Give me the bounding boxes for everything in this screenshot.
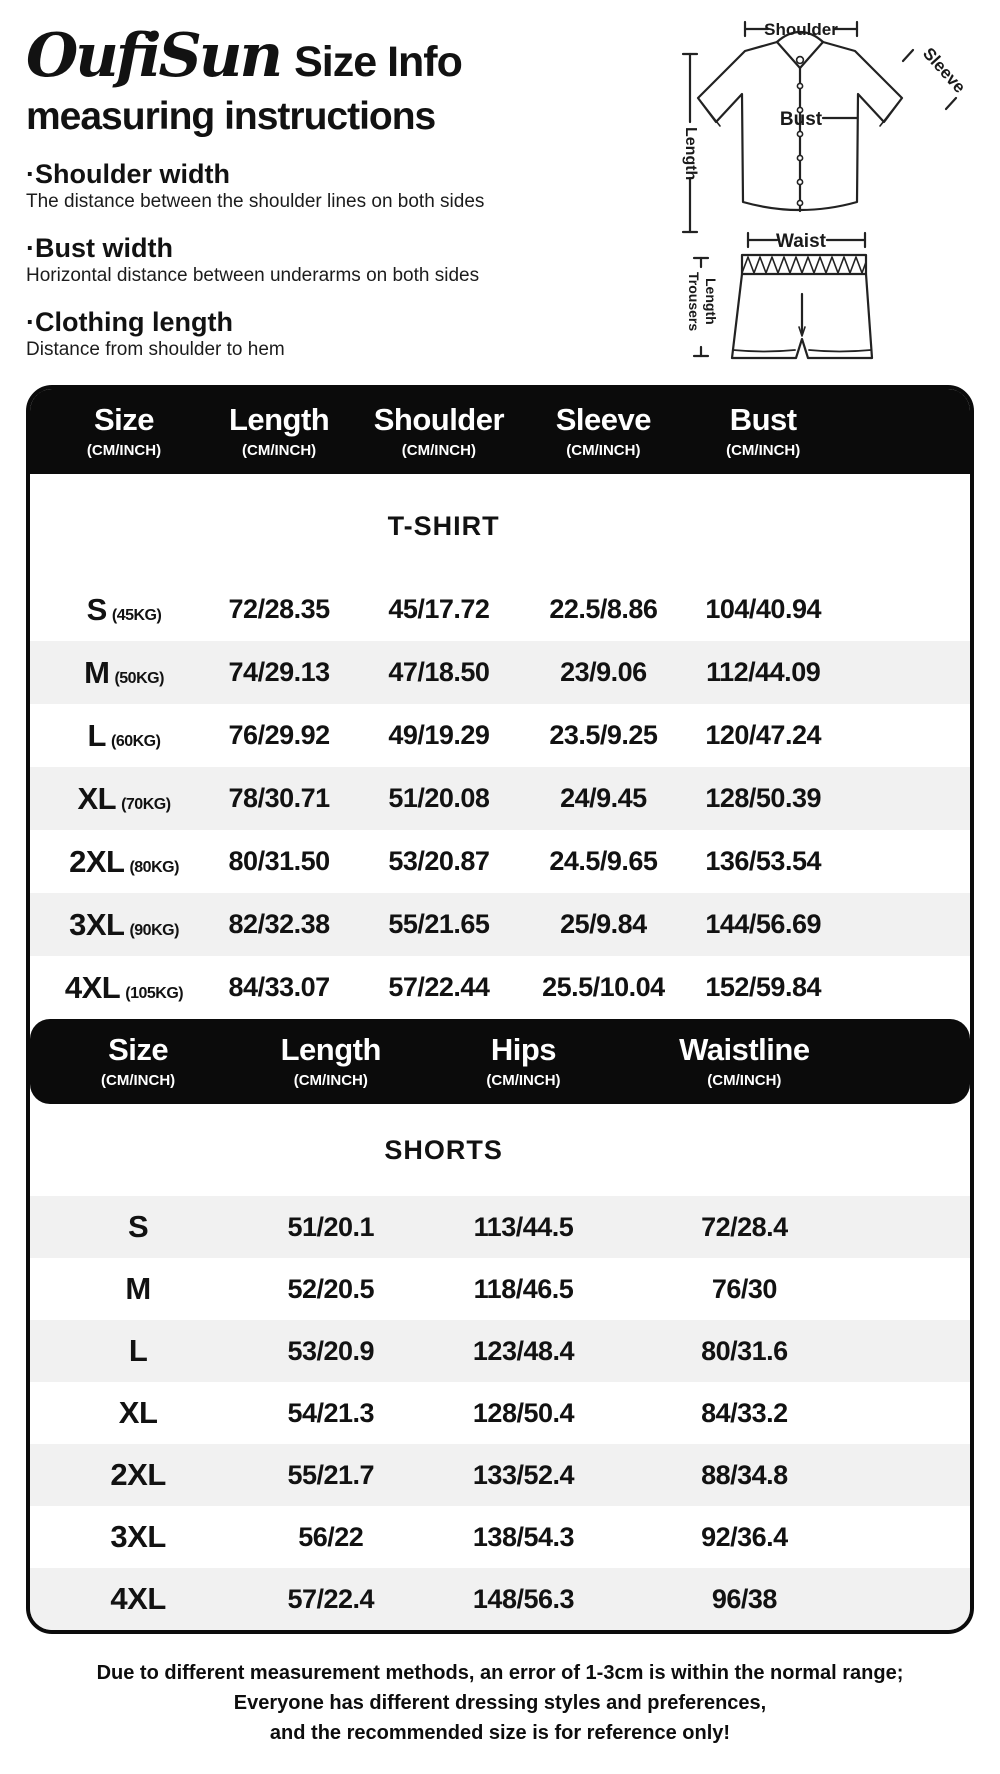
- size-cell: [30, 655, 218, 691]
- length-value: 78/30.71: [228, 783, 330, 813]
- size-label: XL: [77, 780, 117, 816]
- spacer: [857, 1537, 970, 1538]
- hips-value: 123/48.4: [472, 1335, 575, 1366]
- length-value: 53/20.9: [287, 1335, 375, 1366]
- waistline-value: 92/36.4: [701, 1521, 788, 1552]
- tshirt-col-length: [218, 402, 340, 459]
- page-title: Size Info: [294, 38, 462, 86]
- col-label: Size: [108, 1032, 169, 1067]
- tshirt-col-sleeve: [538, 402, 670, 459]
- size-label: 4XL: [110, 1581, 166, 1616]
- spacer: [857, 1599, 970, 1600]
- tshirt-col-shoulder: [340, 402, 537, 459]
- shorts-section-title: SHORTS: [384, 1134, 503, 1165]
- spacer: [857, 1227, 970, 1228]
- waistline-value: 80/31.6: [701, 1335, 788, 1366]
- col-unit: (CM/INCH): [401, 442, 476, 459]
- spacer: [857, 861, 970, 862]
- spacer: [857, 735, 970, 736]
- col-label: Bust: [729, 402, 797, 437]
- col-label: Length: [280, 1032, 381, 1067]
- instruction-desc-shoulder: The distance between the shoulder lines on both sides: [26, 191, 485, 213]
- bust-value: 112/44.09: [706, 657, 821, 687]
- diagram-bust-label: Bust: [779, 109, 823, 130]
- col-label: Sleeve: [555, 402, 651, 437]
- col-unit: (CM/INCH): [486, 1072, 561, 1089]
- spacer: [857, 430, 970, 431]
- sleeve-value: 25.5/10.04: [542, 972, 665, 1002]
- hips-value: 138/54.3: [472, 1521, 575, 1552]
- shorts-table-header: [30, 1019, 970, 1104]
- spacer: [857, 609, 970, 610]
- spacer: [857, 987, 970, 988]
- length-value: 82/32.38: [228, 909, 330, 939]
- shorts-col-hips: [415, 1032, 631, 1089]
- shoulder-value: 45/17.72: [388, 594, 490, 624]
- waistline-value: 72/28.4: [701, 1211, 788, 1242]
- col-label: Hips: [490, 1032, 557, 1067]
- shorts-row-3xl: [30, 1506, 970, 1568]
- bust-value: 152/59.84: [705, 972, 821, 1002]
- size-label: M: [125, 1271, 151, 1306]
- col-unit: (CM/INCH): [101, 1072, 176, 1089]
- sleeve-value: 23/9.06: [560, 657, 647, 687]
- header-section: [0, 0, 1000, 385]
- sleeve-value: 23.5/9.25: [549, 720, 658, 750]
- footer-line-3: and the recommended size is for reference only!: [269, 1722, 731, 1744]
- size-cell: [30, 592, 218, 628]
- footer-line-2: Everyone has different dressing styles and preferences,: [233, 1692, 767, 1714]
- spacer: [857, 1289, 970, 1290]
- size-cell: [30, 781, 218, 817]
- size-label: 4XL: [64, 969, 121, 1005]
- weight-label: (45KG): [111, 606, 162, 624]
- size-label: XL: [118, 1395, 158, 1430]
- col-unit: (CM/INCH): [242, 442, 317, 459]
- shorts-col-length: [246, 1032, 415, 1089]
- waistline-value: 76/30: [711, 1273, 777, 1304]
- shorts-row-xl: [30, 1382, 970, 1444]
- sleeve-value: 24/9.45: [560, 783, 647, 813]
- spacer: [857, 672, 970, 673]
- length-value: 52/20.5: [287, 1273, 375, 1304]
- length-value: 80/31.50: [228, 846, 330, 876]
- size-label: L: [128, 1333, 148, 1368]
- spacer: [857, 1060, 970, 1061]
- instruction-term-length: ·Clothing length: [26, 307, 233, 338]
- bust-value: 136/53.54: [705, 846, 821, 876]
- size-label: M: [84, 654, 110, 690]
- hips-value: 128/50.4: [472, 1397, 575, 1428]
- shorts-row-m: [30, 1258, 970, 1320]
- weight-label: (105KG): [125, 984, 184, 1002]
- shoulder-value: 47/18.50: [388, 657, 490, 687]
- tshirt-row-l: [30, 704, 970, 767]
- size-label: 3XL: [110, 1519, 166, 1554]
- shorts-row-s: [30, 1196, 970, 1258]
- length-value: 56/22: [298, 1521, 364, 1552]
- bust-value: 104/40.94: [705, 594, 821, 624]
- shorts-row-l: [30, 1320, 970, 1382]
- instruction-term-bust: ·Bust width: [26, 233, 173, 264]
- tshirt-row-4xl: [30, 956, 970, 1019]
- size-label: 2XL: [110, 1457, 166, 1492]
- sleeve-value: 22.5/8.86: [549, 594, 658, 624]
- spacer: [857, 1413, 970, 1414]
- shoulder-value: 51/20.08: [388, 783, 490, 813]
- spacer: [857, 1351, 970, 1352]
- shoulder-value: 53/20.87: [388, 846, 490, 876]
- col-label: Size: [93, 402, 155, 437]
- waistline-value: 88/34.8: [701, 1459, 788, 1490]
- weight-label: (80KG): [129, 858, 179, 876]
- waistline-value: 96/38: [711, 1583, 777, 1614]
- hips-value: 133/52.4: [472, 1459, 575, 1490]
- sleeve-value: 25/9.84: [560, 909, 647, 939]
- bust-value: 120/47.24: [705, 720, 821, 750]
- col-unit: (CM/INCH): [566, 442, 641, 459]
- shoulder-value: 57/22.44: [388, 972, 490, 1002]
- brand-logo: OufiSun: [26, 21, 281, 91]
- weight-label: (90KG): [129, 921, 179, 939]
- length-value: 57/22.4: [287, 1583, 375, 1614]
- instruction-desc-length: Distance from shoulder to hem: [26, 339, 285, 361]
- spacer: [857, 798, 970, 799]
- tshirt-row-s: [30, 578, 970, 641]
- spacer: [857, 1475, 970, 1476]
- size-cell: [30, 907, 218, 943]
- diagram-sleeve-label: Sleeve: [919, 43, 970, 97]
- weight-label: (70KG): [121, 795, 171, 813]
- length-value: 72/28.35: [228, 594, 330, 624]
- col-unit: (CM/INCH): [86, 442, 162, 459]
- hips-value: 118/46.5: [473, 1273, 574, 1304]
- weight-label: (60KG): [110, 732, 161, 750]
- col-label: Waistline: [679, 1032, 810, 1067]
- page-subtitle: measuring instructions: [26, 95, 436, 138]
- length-value: 51/20.1: [287, 1211, 375, 1242]
- size-cell: [30, 970, 218, 1006]
- tshirt-row-2xl: [30, 830, 970, 893]
- size-chart-container: [26, 385, 974, 1634]
- garment-measurement-diagram-icon: [580, 6, 1000, 378]
- length-value: 74/29.13: [228, 657, 330, 687]
- size-label: 2XL: [69, 843, 125, 879]
- length-value: 76/29.92: [228, 720, 330, 750]
- diagram-trousers-label: Trousers: [686, 272, 702, 332]
- tshirt-table-header: [30, 389, 970, 474]
- col-unit: (CM/INCH): [293, 1072, 368, 1089]
- shorts-col-waistline: [632, 1032, 858, 1089]
- diagram-shoulder-label: Shoulder: [764, 20, 838, 39]
- length-value: 54/21.3: [287, 1397, 375, 1428]
- instruction-term-shoulder: ·Shoulder width: [26, 159, 230, 189]
- tshirt-row-xl: [30, 767, 970, 830]
- diagram-length-label: Length: [682, 127, 699, 181]
- shoulder-value: 55/21.65: [388, 909, 490, 939]
- size-label: L: [87, 717, 106, 753]
- hips-value: 148/56.3: [472, 1583, 575, 1614]
- hips-value: 113/44.5: [473, 1211, 574, 1242]
- size-label: S: [86, 591, 107, 627]
- size-cell: [30, 718, 218, 754]
- shorts-col-size: [30, 1032, 246, 1089]
- shoulder-value: 49/19.29: [388, 720, 490, 750]
- col-unit: (CM/INCH): [726, 442, 801, 459]
- shorts-row-2xl: [30, 1444, 970, 1506]
- col-label: Length: [228, 402, 330, 437]
- instruction-desc-bust: Horizontal distance between underarms on both sides: [26, 265, 480, 287]
- shorts-row-4xl: [30, 1568, 970, 1630]
- footer-line-1: Due to different measurement methods, an error of 1-3cm is within the normal range;: [96, 1662, 904, 1684]
- diagram-trousers-length-label: Length: [703, 278, 719, 325]
- bust-value: 144/56.69: [705, 909, 821, 939]
- tshirt-col-size: [30, 402, 218, 459]
- sleeve-value: 24.5/9.65: [549, 846, 658, 876]
- tshirt-section-title: T-SHIRT: [387, 510, 500, 541]
- size-label: 3XL: [69, 906, 125, 942]
- weight-label: (50KG): [114, 669, 164, 687]
- col-unit: (CM/INCH): [707, 1072, 782, 1089]
- waistline-value: 84/33.2: [701, 1397, 788, 1428]
- footer-note: [0, 1658, 1000, 1748]
- col-label: Shoulder: [373, 402, 505, 437]
- spacer: [857, 924, 970, 925]
- size-label: S: [128, 1209, 149, 1244]
- tshirt-row-3xl: [30, 893, 970, 956]
- tshirt-col-bust: [669, 402, 857, 459]
- tshirt-row-m: [30, 641, 970, 704]
- size-cell: [30, 844, 218, 880]
- length-value: 55/21.7: [287, 1459, 375, 1490]
- length-value: 84/33.07: [228, 972, 330, 1002]
- bust-value: 128/50.39: [705, 783, 821, 813]
- diagram-waist-label: Waist: [776, 231, 826, 252]
